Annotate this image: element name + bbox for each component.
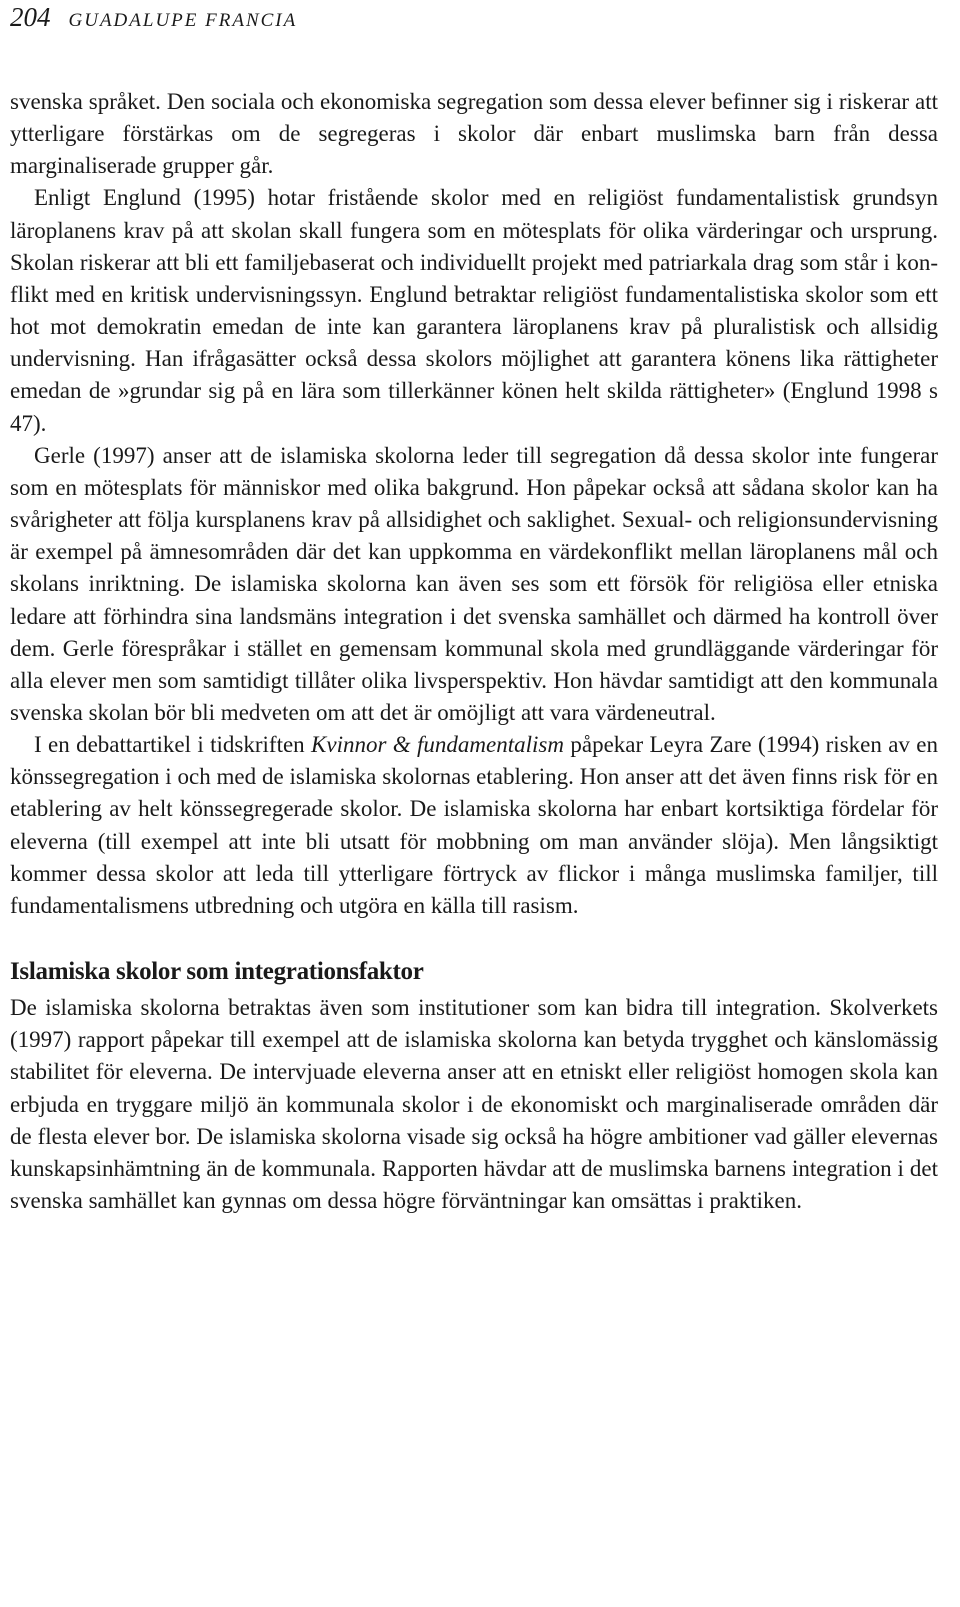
section-paragraph: De islamiska skolorna betraktas även som institutioner som kan bidra till integration. Skolverkets (1997) rapport påpekar till exempel att de islamiska skolorna kan betyda trygghet och känslomässig stabilitet för eleverna. De intervjuade eleverna anser att en etniskt eller religiöst homogen skola kan erbjuda en tryggare miljö än kommunala skolor i de ekonomiskt och marginaliserade områden där de flesta elever bor. De islamiska skolorna visade sig också ha högre ambitioner vad gäller elevernas kunskapsinhämtning än de kommunala. Rapporten hävdar att de muslimska barnens integration i det svenska samhället kan gynnas om dessa högre förväntningar kan omsättas i praktiken.: [10, 995, 938, 1213]
section-text: [10, 992, 938, 1217]
page-number: 204: [10, 2, 51, 32]
paragraph-4: [10, 729, 938, 922]
body-text: [10, 86, 938, 922]
paragraph-4-before: I en debattartikel i tidskriften: [34, 732, 312, 758]
paragraph-3: Gerle (1997) anser att de islamiska skolorna leder till segregation då dessa skolor inte fungerar som en mötesplats för människor med olika bakgrund. Hon påpekar också att sådana skolor kan ha svårigheter att följa kursplanens krav på allsidighet och saklighet. Sexual- och religionsundervisning är exempel på ämnesområden där det kan uppkomma en värdekonflikt mellan läroplanens mål och skolans inriktning. De islamiska skolorna kan även ses som ett försök för religiösa eller etniska ledare att förhindra sina landsmäns integration i det svenska samhället och därmed ha kontroll över dem. Gerle förespråkar i stället en gemensam kommunal skola med grundläggande värderingar för alla elever men som samtidigt tillåter olika livsperspektiv. Hon hävdar samtidigt att den kommunala svenska skolan bör bli medveten om att det är omöjligt att vara värdeneutral.: [10, 442, 938, 725]
document-page: [10, 0, 938, 1217]
paragraph-2: Enligt Englund (1995) hotar fristående skolor med en religiöst fundamentalistisk grundsyn läroplanens krav på att skolan skall fungera som en mötesplats för olika värderingar och ursprung. Skolan riskerar att bli ett familjebaserat och individuellt projekt med patriarkala drag som står i konflikt med en kritisk undervisningssyn. Englund betraktar religiöst fundamentalistiska skolor som ett hot mot demokratin emedan de inte kan garantera läroplanens krav på pluralistisk och allsidig undervisning. Han ifrågasätter också dessa skolors möjlighet att garantera könens lika rättigheter emedan de »grundar sig på en lära som tillerkänner könen helt skilda rättigheter» (Englund 1998 s 47).: [10, 185, 938, 436]
section-heading: Islamiska skolor som integrationsfaktor: [10, 958, 424, 986]
paragraph-1: svenska språket. Den sociala och ekonomiska segregation som dessa elever befinner sig i riskerar att ytterligare förstärkas om de segregeras i skolor där enbart muslimska barn från dessa marginaliserade grupper går.: [10, 89, 938, 179]
journal-title: Kvinnor & fundamentalism: [311, 732, 564, 758]
paragraph-4-after: påpekar Leyra Zare (1994) risken av en könssegregation i och med de islamiska skolornas etablering. Hon anser att det även finns risk för en etablering av helt könssegregerade skolor. De islamiska skolorna har enbart kortsiktiga fördelar för eleverna (till exempel att inte bli utsatt för mobbning om man använder slöja). Men långsiktigt kommer dessa skolor att leda till ytterligare förtryck av flickor i många muslimska familjer, till fundamentalismens utbredning och utgöra en källa till rasism.: [10, 732, 938, 918]
running-title: GUADALUPE FRANCIA: [68, 10, 298, 31]
running-head: [10, 0, 938, 34]
